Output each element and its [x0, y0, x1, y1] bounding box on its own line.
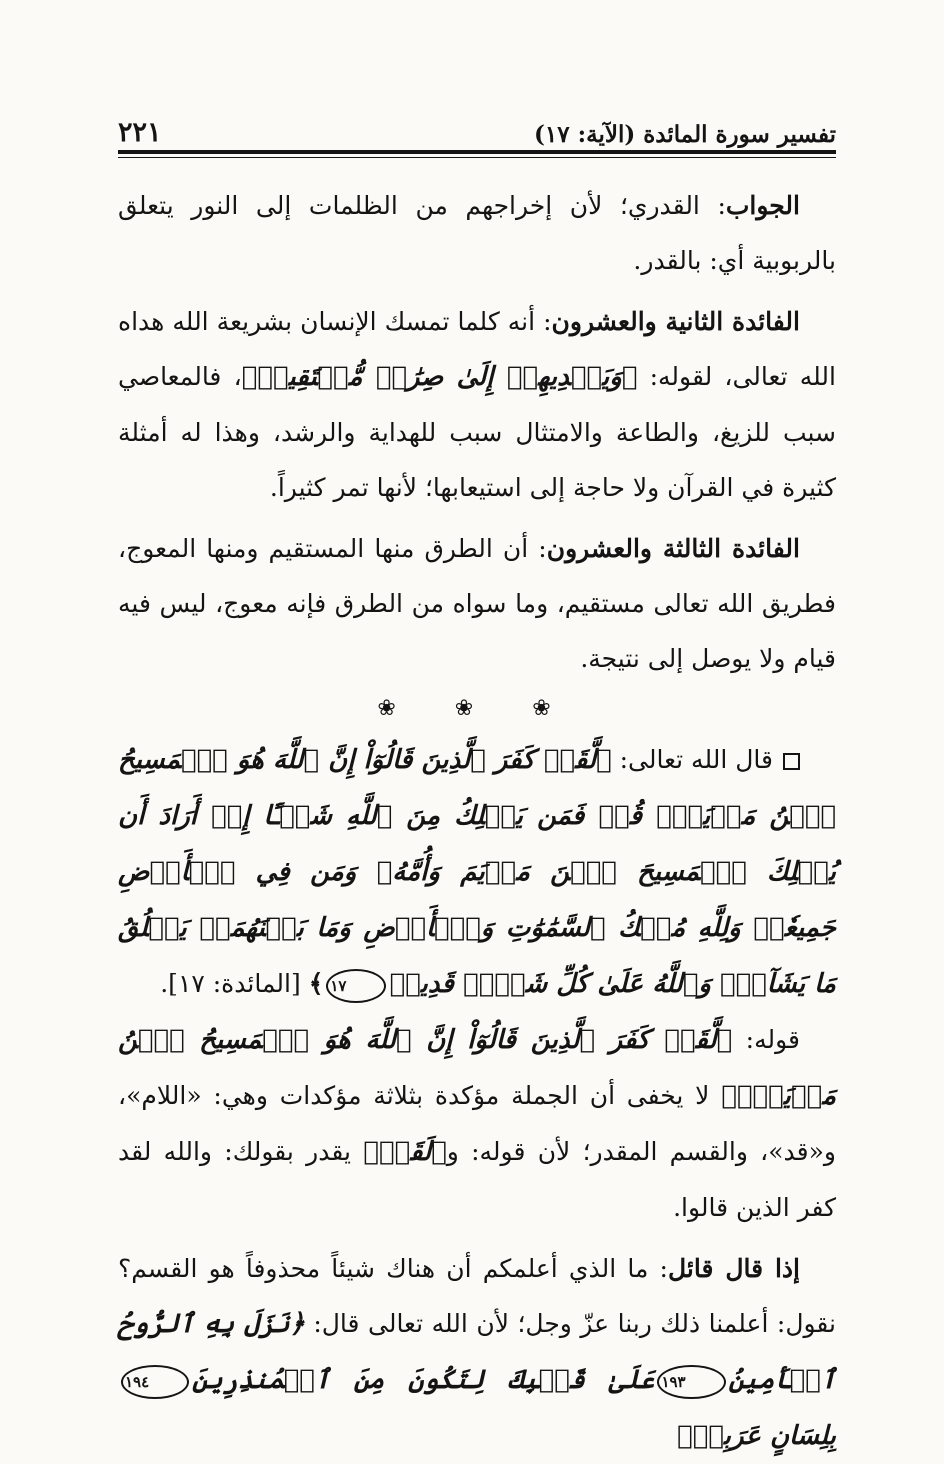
- commentary-intro: قوله:: [732, 1025, 800, 1054]
- paragraph-text: لا يخفى أن الجملة مؤكدة بثلاثة مؤكدات وهي: «اللام»، و«قد»، والقسم المقدر؛ لأن قوله: و: [118, 1081, 836, 1166]
- ayah-number-mark: ١٧: [326, 969, 386, 1003]
- quran-quote: ﴿لَّقَدۡ كَفَرَ ٱلَّذِينَ قَالُوٓاْ إِنَّ ٱللَّهَ هُوَ ٱلۡمَسِيحُ ٱبۡنُ مَرۡيَمَۚ﴾: [118, 1025, 836, 1111]
- paragraph-lead: الفائدة الثالثة والعشرون: [546, 534, 800, 563]
- quran-quote: ﴿وَيَهۡدِيهِمۡ إِلَىٰ صِرَٰطٖ مُّسۡتَقِيمٖ﴾: [241, 362, 638, 392]
- paragraph-question: [118, 1241, 836, 1464]
- verse-intro: قال الله تعالى:: [611, 745, 774, 774]
- ayah-number-mark: ١٩٣: [657, 1365, 725, 1399]
- quran-verse: ﴿لَّقَدۡ كَفَرَ ٱلَّذِينَ قَالُوٓاْ إِنَّ ٱللَّهَ هُوَ ٱلۡمَسِيحُ ٱبۡنُ مَرۡيَمَۚ قُلۡ فَمَن يَمۡلِكُ مِنَ ٱللَّهِ شَيۡـًٔا إِنۡ أَرَادَ أَن يُهۡلِكَ ٱلۡمَسِيحَ ٱبۡنَ مَرۡيَمَ وَأُمَّهُۥ وَمَن فِي ٱلۡأَرۡضِ جَمِيعٗاۗ وَلِلَّهِ مُلۡكُ ٱلسَّمَٰوَٰتِ وَٱلۡأَرۡضِ وَمَا بَيۡنَهُمَاۚ يَخۡلُقُ مَا يَشَآءُۚ وَٱللَّهُ عَلَىٰ كُلِّ شَيۡءٖ قَدِيرٞ: [118, 745, 836, 999]
- paragraph-commentary: [118, 1012, 836, 1235]
- page-body: [118, 178, 836, 1464]
- page-header: [118, 98, 836, 148]
- quran-verse: عَلَىٰ قَلۡبِكَ لِتَكُونَ مِنَ ٱلۡمُنذِرِينَ: [192, 1365, 655, 1395]
- quran-verse: بِلِسَانٍ عَرَبِيّٖ: [676, 1421, 836, 1451]
- header-rule-thin: [118, 157, 836, 158]
- section-separator: ❀ ❀ ❀: [377, 696, 577, 721]
- paragraph-benefit-22: [118, 294, 836, 515]
- paragraph-lead: إذا قال قائل: [667, 1254, 800, 1283]
- paragraph-lead: الفائدة الثانية والعشرون: [551, 307, 800, 336]
- paragraph-text: يقدر بقولك: والله لقد كفر الذين قالوا.: [118, 1137, 836, 1222]
- paragraph-benefit-23: [118, 521, 836, 686]
- ayah-number-mark: ١٩٤: [121, 1365, 189, 1399]
- square-bullet-icon: [783, 753, 800, 770]
- paragraph-lead: الجواب: [725, 191, 800, 220]
- paragraph-text: ، فالمعاصي سبب للزيغ، والطاعة والامتثال سبب للهداية والرشد، وهذا له أمثلة كثيرة في القرآن ولا حاجة إلى استيعابها؛ لأنها تمر كثيراً.: [118, 362, 836, 502]
- page-number: ٢٢١: [118, 117, 162, 148]
- paragraph-answer: [118, 178, 836, 288]
- quran-close-bracket: ﴾: [308, 969, 324, 998]
- paragraph-text: : ما الذي أعلمكم أن هناك شيئاً محذوفاً هو القسم؟ نقول: أعلمنا ذلك ربنا عزّ وجل؛ لأن الله تعالى قال:: [118, 1254, 836, 1338]
- paragraph-text: : القدري؛ لأن إخراجهم من الظلمات إلى النور يتعلق بالربوبية أي: بالقدر.: [118, 191, 836, 275]
- paragraph-text: : أنه كلما تمسك الإنسان بشريعة الله هداه الله تعالى، لقوله:: [118, 307, 836, 391]
- paragraph-text: : أن الطرق منها المستقيم ومنها المعوج، فطريق الله تعالى مستقيم، وما سواه من الطرق فإنه معوج، ليس فيه قيام ولا يوصل إلى نتيجة.: [118, 534, 836, 673]
- header-rule-thick: [118, 150, 836, 154]
- verse-reference: [المائدة: ١٧].: [160, 969, 309, 998]
- quran-verse: ﴿نَزَلَ بِهِ ٱلرُّوحُ ٱلۡأَمِينُ: [118, 1309, 836, 1395]
- paragraph-verse: [118, 732, 836, 1012]
- quran-quote-laqad: ﴿لَقَدۡ﴾: [363, 1137, 447, 1167]
- running-title: تفسير سورة المائدة (الآية: ١٧): [534, 121, 836, 148]
